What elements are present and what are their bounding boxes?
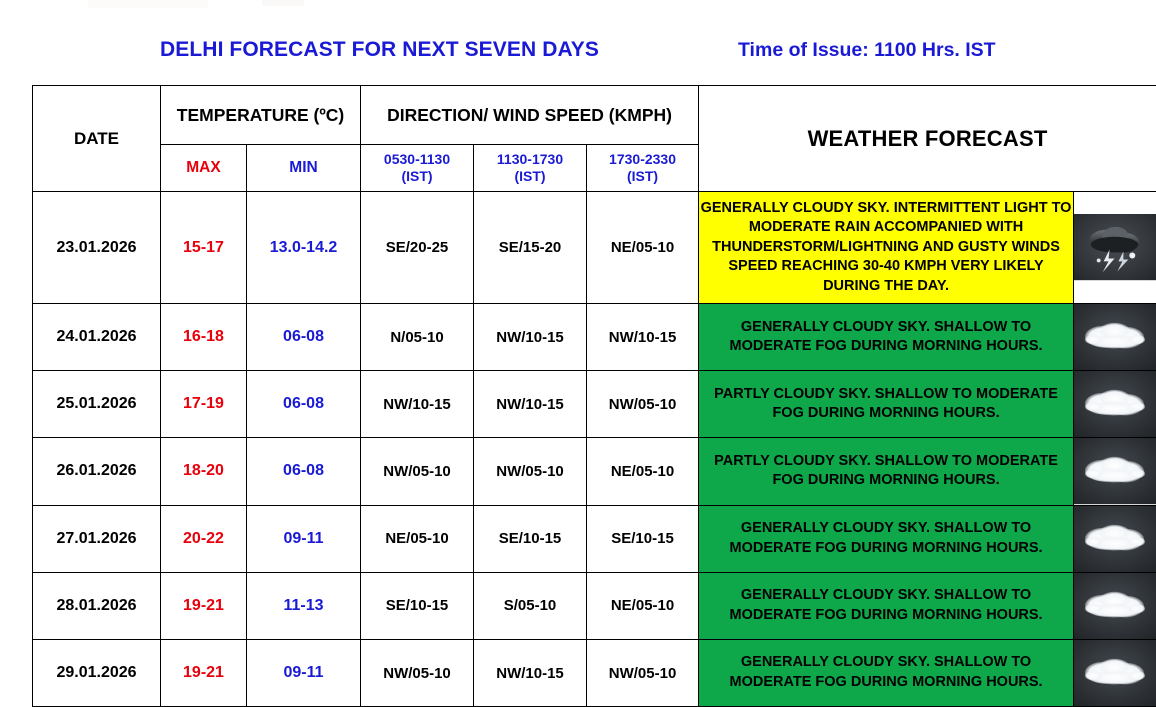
wind-slot-1-value: NE/05-10: [361, 505, 474, 572]
wind-slot-1-value: SE/20-25: [361, 192, 474, 304]
forecast-table-wrapper: [32, 85, 1156, 707]
wind-slot-2-value: NW/10-15: [474, 639, 587, 706]
wind-slot-2-unit: (IST): [514, 168, 545, 184]
fog-cloud-icon: [1074, 572, 1156, 639]
max-temperature: 19-21: [161, 572, 247, 639]
weather-forecast-text: GENERALLY CLOUDY SKY. INTERMITTENT LIGHT TO MODERATE RAIN ACCOMPANIED WITH THUNDERSTORM/LIGHTNING AND GUSTY WINDS SPEED REACHING 30-40 KMPH VERY LIKELY DURING THE DAY.: [699, 192, 1074, 304]
weather-forecast-text: PARTLY CLOUDY SKY. SHALLOW TO MODERATE FOG DURING MORNING HOURS.: [699, 371, 1074, 438]
wind-slot-2-value: NW/05-10: [474, 438, 587, 505]
fog-cloud-icon: [1074, 304, 1156, 371]
table-row: [33, 639, 1156, 706]
weather-forecast-text: GENERALLY CLOUDY SKY. SHALLOW TO MODERATE FOG DURING MORNING HOURS.: [699, 304, 1074, 371]
wind-slot-1-value: NW/05-10: [361, 438, 474, 505]
table-body: [33, 192, 1156, 707]
max-temperature: 19-21: [161, 639, 247, 706]
table-row: [33, 438, 1156, 505]
wind-slot-3-value: NW/10-15: [587, 304, 699, 371]
wind-slot-1-value: NW/05-10: [361, 639, 474, 706]
forecast-date: 28.01.2026: [33, 572, 161, 639]
thunderstorm-lightning-icon: [1074, 192, 1156, 304]
table-row: [33, 304, 1156, 371]
min-temperature: 06-08: [247, 438, 361, 505]
faint-masthead-mark: [262, 0, 304, 6]
table-row: [33, 572, 1156, 639]
max-temperature: 17-19: [161, 371, 247, 438]
wind-slot-2-value: NW/10-15: [474, 371, 587, 438]
faint-masthead-text: [88, 0, 208, 8]
weather-forecast-text: GENERALLY CLOUDY SKY. SHALLOW TO MODERATE FOG DURING MORNING HOURS.: [699, 505, 1074, 572]
wind-slot-1-value: NW/10-15: [361, 371, 474, 438]
forecast-table: [32, 85, 1156, 707]
wind-slot-3-value: NW/05-10: [587, 371, 699, 438]
issue-time-label: Time of Issue: 1100 Hrs. IST: [738, 39, 996, 62]
table-row: [33, 505, 1156, 572]
max-temperature: 18-20: [161, 438, 247, 505]
weather-forecast-text: GENERALLY CLOUDY SKY. SHALLOW TO MODERATE FOG DURING MORNING HOURS.: [699, 572, 1074, 639]
forecast-date: 26.01.2026: [33, 438, 161, 505]
column-header-min: MIN: [247, 145, 361, 192]
min-temperature: 09-11: [247, 639, 361, 706]
forecast-date: 25.01.2026: [33, 371, 161, 438]
min-temperature: 11-13: [247, 572, 361, 639]
wind-slot-2-range: 1130-1730: [497, 151, 563, 167]
wind-slot-1-value: SE/10-15: [361, 572, 474, 639]
table-row: [33, 192, 1156, 304]
column-header-wind-slot-2: [474, 145, 587, 192]
fog-cloud-icon: [1074, 371, 1156, 438]
column-header-date: DATE: [33, 86, 161, 192]
forecast-date: 24.01.2026: [33, 304, 161, 371]
header-row-primary: [33, 86, 1156, 145]
wind-slot-2-value: S/05-10: [474, 572, 587, 639]
forecast-date: 27.01.2026: [33, 505, 161, 572]
wind-slot-2-value: SE/10-15: [474, 505, 587, 572]
column-header-wind-slot-1: [361, 145, 474, 192]
fog-cloud-icon: [1074, 505, 1156, 572]
max-temperature: 20-22: [161, 505, 247, 572]
india-tricolor-emblem-icon: [525, 0, 617, 18]
column-header-weather-forecast: WEATHER FORECAST: [699, 86, 1156, 192]
title-bar: [0, 22, 1156, 78]
fog-cloud-icon: [1074, 639, 1156, 706]
column-header-max: MAX: [161, 145, 247, 192]
column-header-wind-slot-3: [587, 145, 699, 192]
forecast-date: 29.01.2026: [33, 639, 161, 706]
wind-slot-3-value: SE/10-15: [587, 505, 699, 572]
min-temperature: 09-11: [247, 505, 361, 572]
min-temperature: 06-08: [247, 304, 361, 371]
fog-cloud-icon: [1074, 438, 1156, 505]
table-head: [33, 86, 1156, 192]
wind-slot-3-value: NE/05-10: [587, 438, 699, 505]
wind-slot-1-value: N/05-10: [361, 304, 474, 371]
wind-slot-1-range: 0530-1130: [384, 151, 450, 167]
forecast-date: 23.01.2026: [33, 192, 161, 304]
table-row: [33, 371, 1156, 438]
max-temperature: 15-17: [161, 192, 247, 304]
column-header-temperature: TEMPERATURE (ºC): [161, 86, 361, 145]
wind-slot-3-value: NE/05-10: [587, 192, 699, 304]
weather-forecast-text: GENERALLY CLOUDY SKY. SHALLOW TO MODERATE FOG DURING MORNING HOURS.: [699, 639, 1074, 706]
wind-slot-1-unit: (IST): [401, 168, 432, 184]
column-header-wind: DIRECTION/ WIND SPEED (KMPH): [361, 86, 699, 145]
min-temperature: 13.0-14.2: [247, 192, 361, 304]
wind-slot-3-value: NW/05-10: [587, 639, 699, 706]
wind-slot-2-value: NW/10-15: [474, 304, 587, 371]
wind-slot-3-unit: (IST): [627, 168, 658, 184]
page-title: DELHI FORECAST FOR NEXT SEVEN DAYS: [160, 38, 599, 62]
wind-slot-3-range: 1730-2330: [609, 151, 676, 167]
min-temperature: 06-08: [247, 371, 361, 438]
weather-forecast-text: PARTLY CLOUDY SKY. SHALLOW TO MODERATE FOG DURING MORNING HOURS.: [699, 438, 1074, 505]
wind-slot-3-value: NE/05-10: [587, 572, 699, 639]
max-temperature: 16-18: [161, 304, 247, 371]
logo-strip: [0, 0, 1156, 22]
wind-slot-2-value: SE/15-20: [474, 192, 587, 304]
